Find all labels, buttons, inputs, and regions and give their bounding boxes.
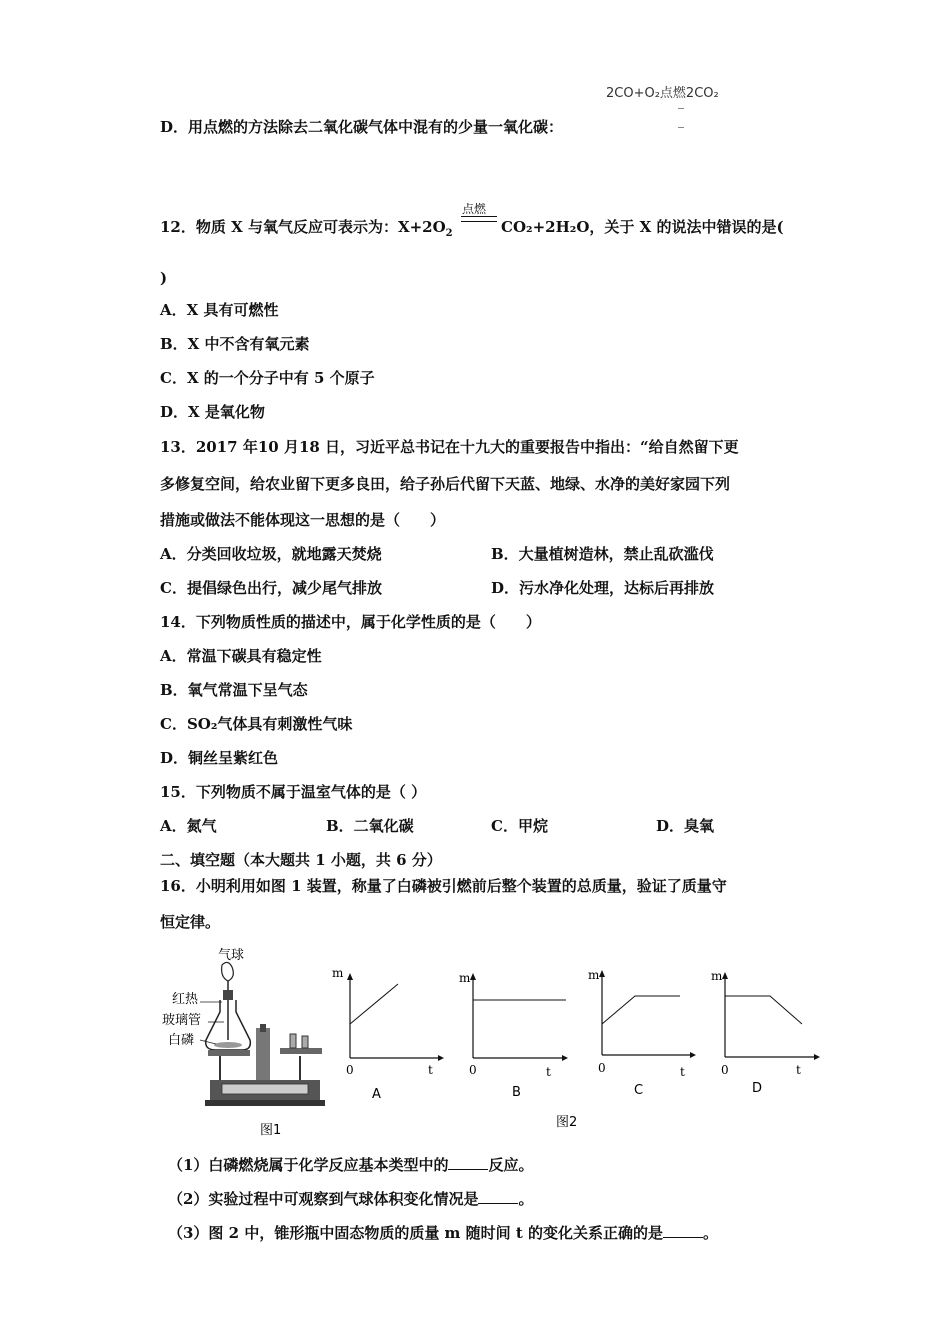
- graph-c-zero: 0: [598, 1061, 606, 1075]
- q14-option-c: C．SO₂气体具有刺激性气味: [160, 715, 353, 733]
- q11-option-d: D．用点燃的方法除去二氧化碳气体中混有的少量一氧化碳：: [160, 118, 564, 136]
- label-white-phosphorus: 白磷: [168, 1033, 195, 1048]
- q12-option-b: B．X 中不含有氧元素: [160, 335, 310, 353]
- graph-d-zero: 0: [721, 1063, 729, 1077]
- q12-option-d: D．X 是氧化物: [160, 403, 265, 421]
- q12-option-c: C．X 的一个分子中有 5 个原子: [160, 369, 375, 387]
- q14-option-a: A．常温下碳具有稳定性: [160, 647, 322, 665]
- graph-b-zero: 0: [469, 1063, 477, 1077]
- label-glass-tube: 玻璃管: [162, 1013, 202, 1028]
- q15-option-b: B．二氧化碳: [326, 817, 414, 835]
- q13-option-c: C．提倡绿色出行，减少尾气排放: [160, 579, 382, 597]
- graph-d: [711, 969, 820, 1096]
- graph-c-letter: C: [634, 1083, 644, 1098]
- figure2-graphs: [330, 960, 830, 1135]
- figure2-caption: 图2: [556, 1115, 578, 1130]
- q16-line1: 16．小明利用如图 1 装置，称量了白磷被引燃前后整个装置的总质量，验证了质量守: [160, 877, 727, 895]
- graph-b: [459, 971, 568, 1100]
- graph-c-axis-t: t: [680, 1065, 685, 1079]
- q15-option-a: A．氮气: [160, 817, 217, 835]
- q16-sub1: （1）白磷燃烧属于化学反应基本类型中的 反应。: [168, 1156, 534, 1174]
- q15-stem: 15．下列物质不属于温室气体的是（ ）: [160, 783, 427, 801]
- equation-image: 2CO+O₂点燃2CO₂: [606, 86, 719, 101]
- graph-a-letter: A: [372, 1087, 381, 1102]
- figure1-apparatus: [160, 940, 340, 1140]
- q16-sub2: （2）实验过程中可观察到气球体积变化情况是 。: [168, 1190, 534, 1208]
- q16-line2: 恒定律。: [160, 913, 221, 931]
- graph-c: [588, 968, 696, 1098]
- section-heading: 二、填空题（本大题共 1 小题，共 6 分）: [160, 851, 442, 869]
- graph-a-axis-m: m: [332, 966, 344, 980]
- graph-b-letter: B: [512, 1085, 521, 1100]
- graph-a-zero: 0: [346, 1063, 354, 1077]
- graph-b-axis-m: m: [459, 971, 471, 985]
- graph-d-letter: D: [752, 1081, 763, 1096]
- graph-a: [332, 966, 444, 1102]
- q14-stem: 14．下列物质性质的描述中，属于化学性质的是（ ）: [160, 613, 541, 631]
- q12-equals-sign: [461, 216, 497, 222]
- graph-d-axis-m: m: [711, 969, 723, 983]
- q15-option-d: D．臭氧: [656, 817, 715, 835]
- q13-line3: 措施或做法不能体现这一思想的是（ ）: [160, 511, 446, 529]
- label-red-hot: 红热: [172, 992, 199, 1007]
- q13-line2: 多修复空间，给农业留下更多良田，给子孙后代留下天蓝、地绿、水净的美好家园下列: [160, 475, 731, 493]
- label-balloon: 气球: [218, 948, 245, 963]
- q12-condition: 点燃: [462, 202, 487, 216]
- q13-option-d: D．污水净化处理，达标后再排放: [491, 579, 715, 597]
- q14-option-d: D．铜丝呈紫红色: [160, 749, 279, 767]
- q12-stem-after: CO₂+2H₂O，关于 X 的说法中错误的是(: [501, 218, 784, 236]
- answer-blank-3[interactable]: [663, 1237, 703, 1238]
- q12-stem-before: 12．物质 X 与氧气反应可表示为：$X+2O_2$: [160, 218, 453, 239]
- q12-stem-close: ): [160, 269, 168, 287]
- q13-option-b: B．大量植树造林，禁止乱砍滥伐: [491, 545, 714, 563]
- q13-option-a: A．分类回收垃圾，就地露天焚烧: [160, 545, 382, 563]
- answer-blank-2[interactable]: [478, 1203, 518, 1204]
- graph-b-axis-t: t: [546, 1065, 551, 1079]
- graph-d-axis-t: t: [796, 1063, 801, 1077]
- q12-sub: 2: [445, 228, 453, 239]
- answer-blank-1[interactable]: [448, 1169, 488, 1170]
- equation-mark: [678, 108, 684, 128]
- q13-line1: 13．2017 年10 月18 日，习近平总书记在十九大的重要报告中指出：“给自然留下更: [160, 438, 739, 456]
- q14-option-b: B．氧气常温下呈气态: [160, 681, 308, 699]
- q15-option-c: C．甲烷: [491, 817, 548, 835]
- q16-sub3: （3）图 2 中，锥形瓶中固态物质的质量 m 随时间 t 的变化关系正确的是 。: [168, 1224, 719, 1242]
- graph-a-axis-t: t: [428, 1063, 433, 1077]
- figure1-caption: 图1: [260, 1123, 282, 1138]
- graph-c-axis-m: m: [588, 968, 600, 982]
- q12-option-a: A．X 具有可燃性: [160, 301, 279, 319]
